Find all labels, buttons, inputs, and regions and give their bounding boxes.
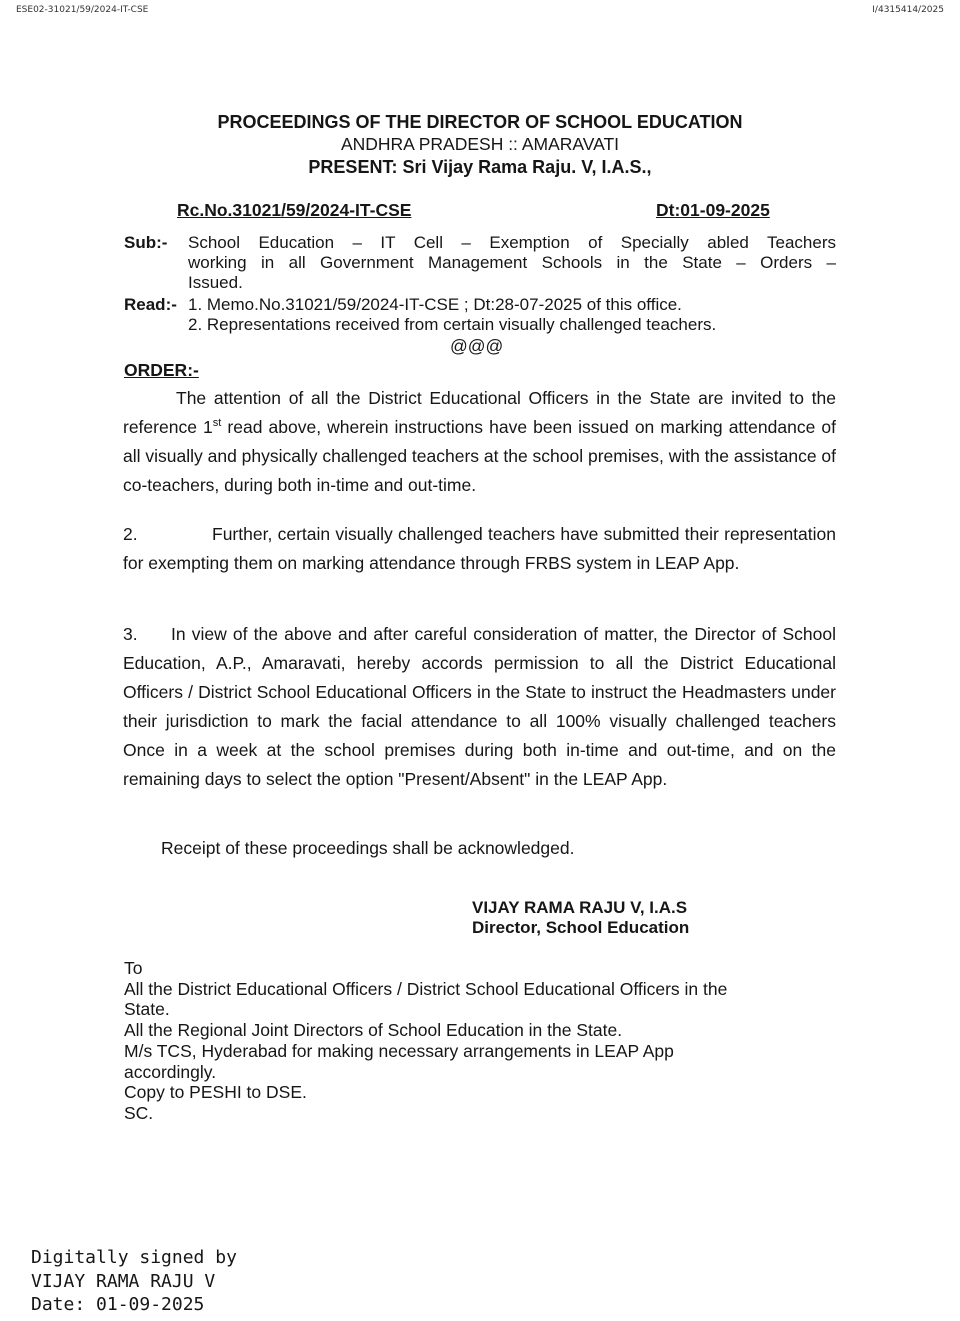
paragraph-1-superscript: st [212,417,222,430]
subject-label: Sub:- [124,233,168,252]
digital-signature-name: VIJAY RAMA RAJU V [31,1270,216,1292]
digital-signature-line-1: Digitally signed by [31,1247,237,1268]
order-paragraph-1 [123,384,836,500]
distribution-line-1: All the District Educational Officers / District School Educational Officers in the [124,978,728,999]
proceedings-date: Dt:01-09-2025 [656,200,770,220]
digital-signature-block [31,1246,237,1317]
subject-line-1: School Education – IT Cell – Exemption of Specially abled Teachers [188,233,836,252]
order-paragraph-3 [123,620,836,794]
read-item-2: 2. Representations received from certain visually challenged teachers. [188,315,717,334]
order-heading: ORDER:- [124,360,199,380]
distribution-line-7: SC. [124,1102,154,1123]
state-location-line: ANDHRA PRADESH :: AMARAVATI [340,134,620,154]
distribution-line-6: Copy to PESHI to DSE. [124,1082,307,1103]
present-officer-line: PRESENT: Sri Vijay Rama Raju. V, I.A.S., [308,157,652,177]
signatory-title: Director, School Education [472,918,690,937]
document-file-number: ESE02-31021/59/2024-IT-CSE [16,5,149,15]
rc-number: Rc.No.31021/59/2024-IT-CSE [177,200,412,220]
paragraph-1-text-a: The attention of all the District Educational Officers in the State are invited to the reference 1 [123,388,836,437]
subject-line-2: working in all Government Management Schools in the State – Orders – [188,253,836,272]
digital-signature-date: Date: 01-09-2025 [31,1294,205,1315]
separator-marks: @@@ [450,336,504,356]
distribution-line-3: All the Regional Joint Directors of School Education in the State. [124,1020,623,1041]
distribution-list [124,958,824,1124]
subject-text [188,233,836,293]
document-inward-number: I/4315414/2025 [872,5,944,15]
paragraph-2-text: Further, certain visually challenged teachers have submitted their representation for exempting them on marking attendance through FRBS system in LEAP App. [123,524,836,573]
distribution-line-2: State. [124,999,170,1020]
paragraph-1-text-b: read above, wherein instructions have been issued on marking attendance of all visually and physically challenged teachers at the school premises, with the assistance of co-teachers, during both in-time and out-time. [123,417,837,495]
read-label: Read:- [124,295,177,314]
read-references [188,295,828,335]
order-paragraph-2 [123,520,836,578]
distribution-line-5: accordingly. [124,1061,217,1082]
subject-line-3: Issued. [188,273,243,292]
distribution-line-4: M/s TCS, Hyderabad for making necessary arrangements in LEAP App [124,1040,674,1061]
proceedings-title: PROCEEDINGS OF THE DIRECTOR OF SCHOOL EDUCATION [217,112,743,132]
paragraph-3-text: In view of the above and after careful consideration of matter, the Director of School Education, A.P., Amaravati, hereby accords permission to all the District Educational Officers / District School Educational Officers in the State to instruct the Headmasters under their jurisdiction to mark the facial attendance to all 100% visually challenged teachers Once in a week at the school premises during both in-time and out-time, and on the remaining days to select the option "Present/Absent" in the LEAP App. [123,624,836,789]
to-label: To [124,958,143,978]
receipt-acknowledgement: Receipt of these proceedings shall be acknowledged. [161,838,575,858]
signatory-name: VIJAY RAMA RAJU V, I.A.S [472,898,688,917]
paragraph-3-number: 3. [123,624,138,644]
read-item-1: 1. Memo.No.31021/59/2024-IT-CSE ; Dt:28-07-2025 of this office. [188,295,682,314]
paragraph-2-number: 2. [123,524,138,544]
